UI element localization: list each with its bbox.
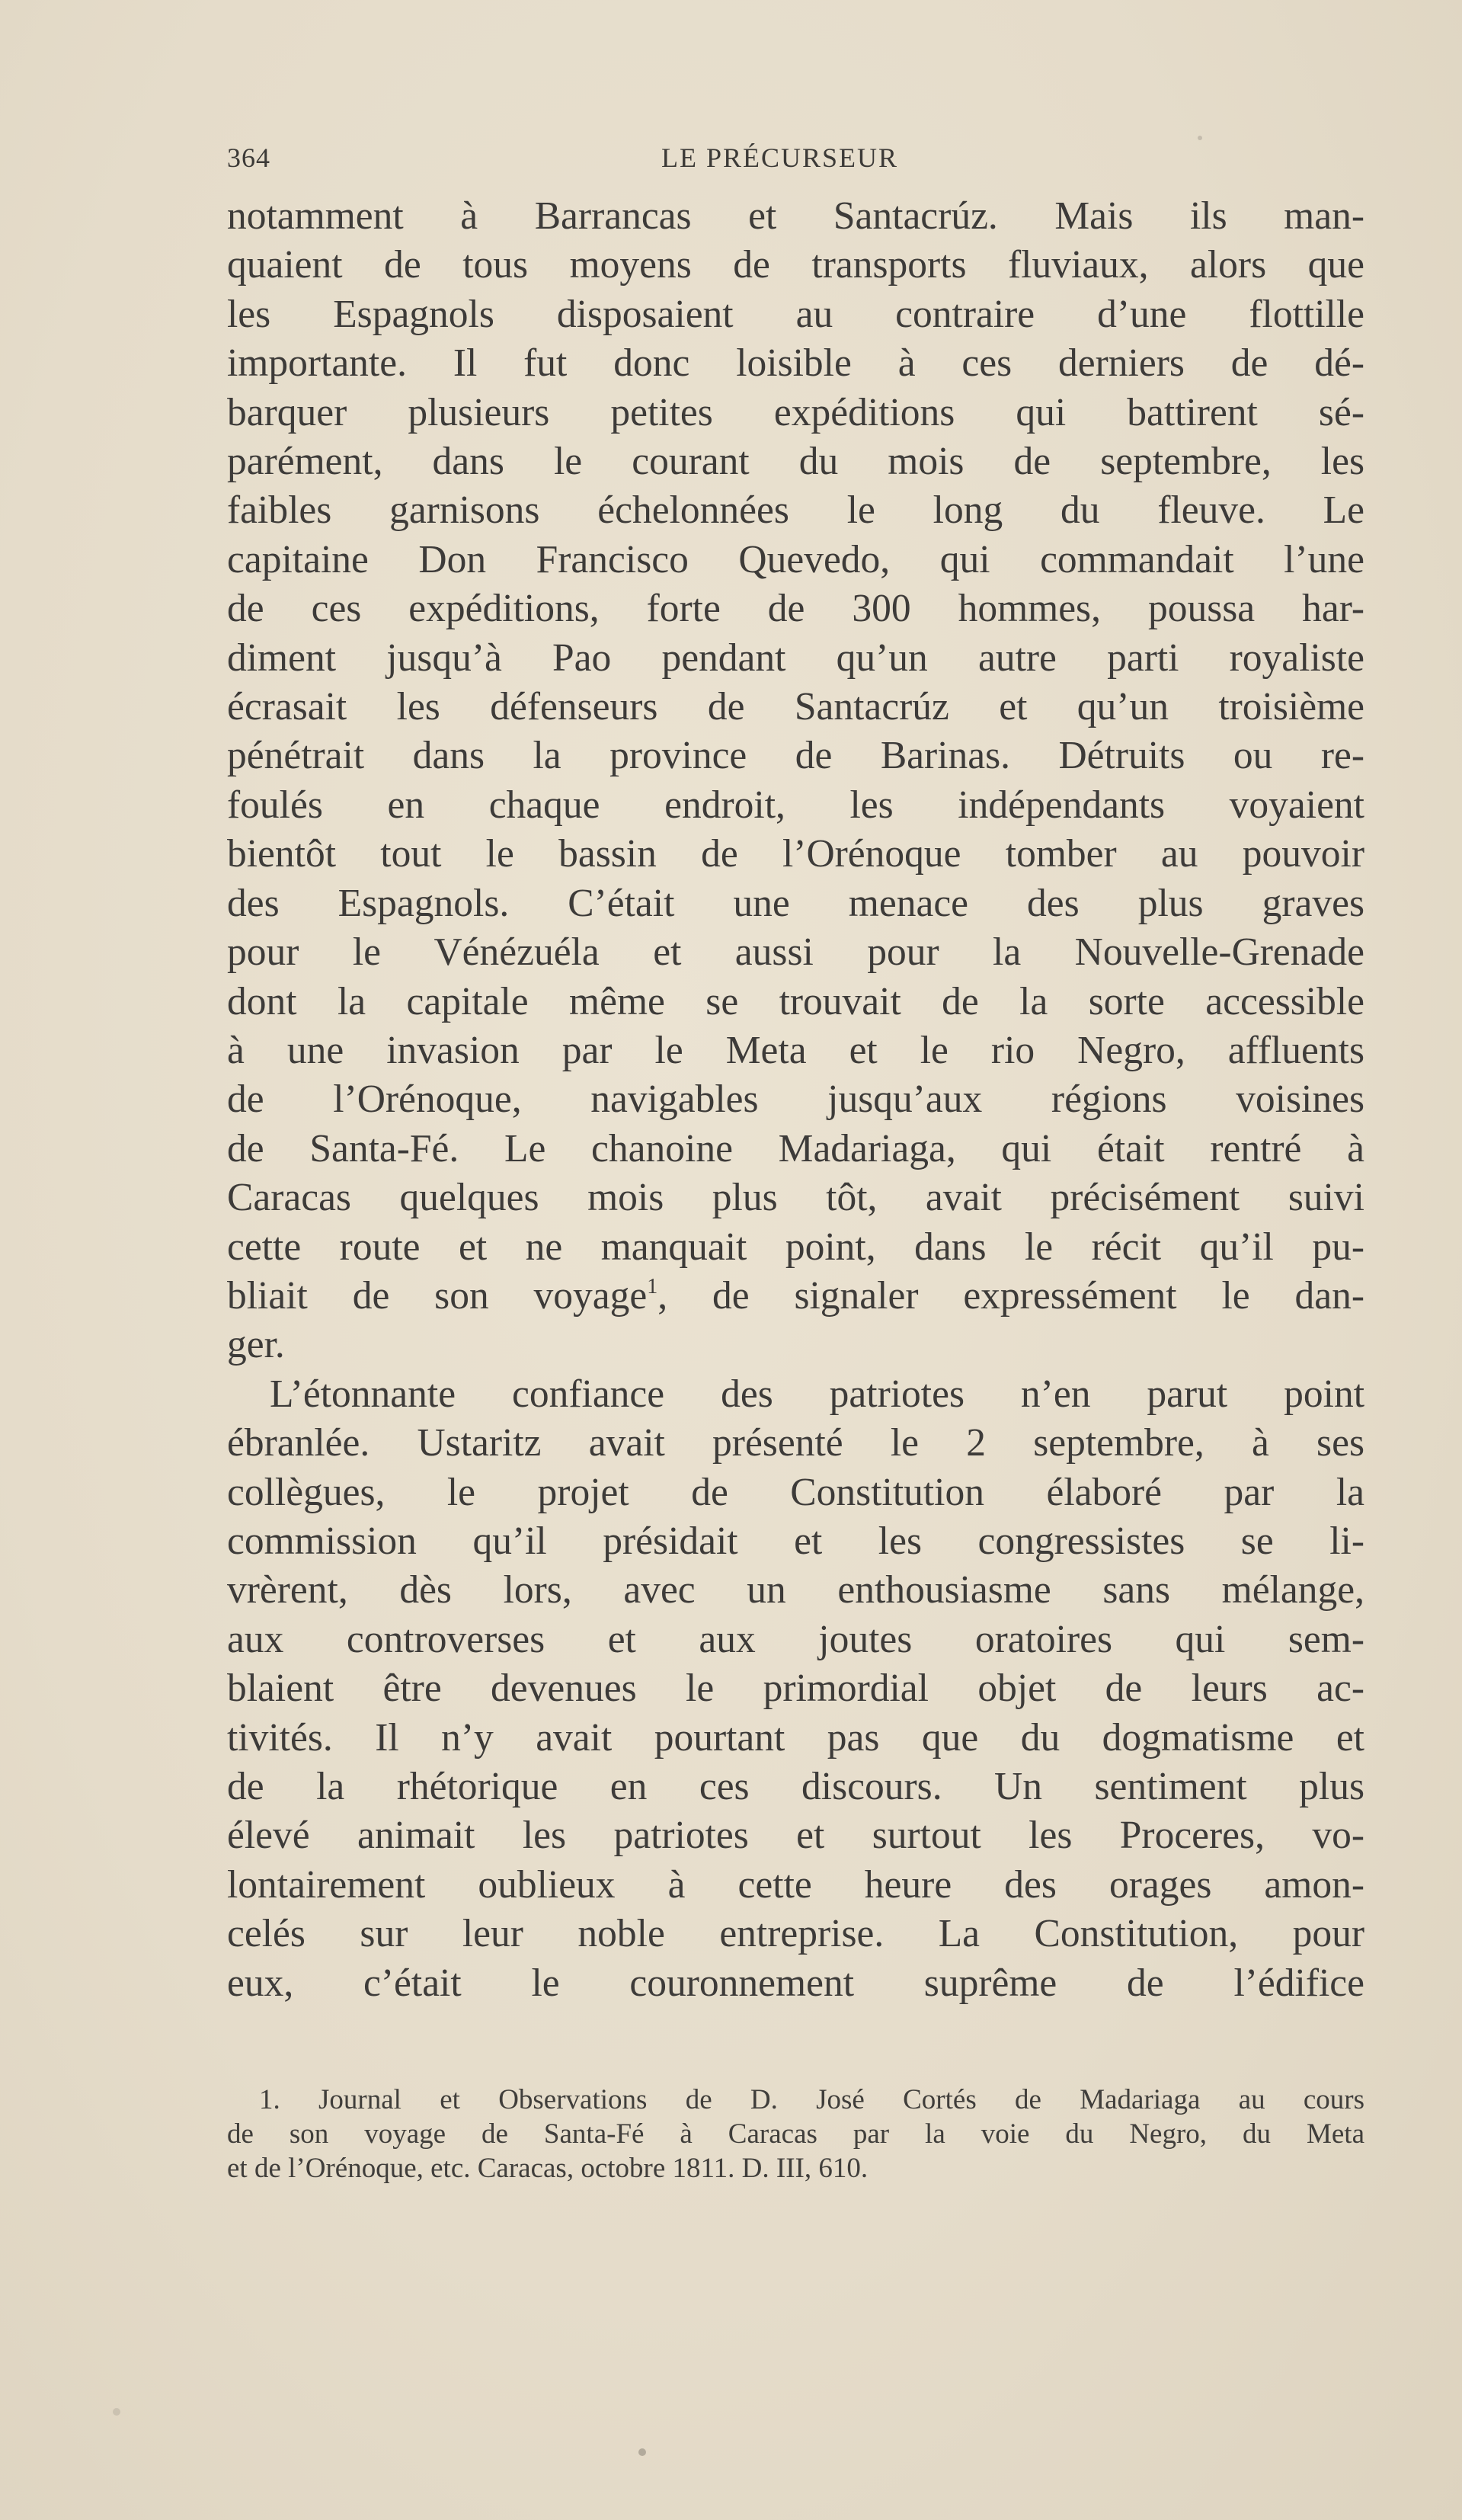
text-line: foulés en chaque endroit, les indépendants voyaient bbox=[227, 783, 1364, 827]
text-line: les Espagnols disposaient au contraire d’une flottille bbox=[227, 292, 1364, 336]
page-number: 364 bbox=[227, 142, 270, 173]
text-line: pour le Vénézuéla et aussi pour la Nouvelle-Grenade bbox=[227, 930, 1364, 975]
footnotes bbox=[227, 2083, 1364, 2185]
text-line: tivités. Il n’y avait pourtant pas que du dogmatisme et bbox=[227, 1715, 1364, 1760]
text-line-with-footnote bbox=[227, 1272, 1364, 1321]
footnote-line: 1. Journal et Observations de D. José Cortés de Madariaga au cours bbox=[259, 2084, 1364, 2115]
text-line: vrèrent, dès lors, avec un enthousiasme sans mélange, bbox=[227, 1568, 1364, 1612]
text-line: ger. bbox=[227, 1323, 285, 1367]
text-line: barquer plusieurs petites expéditions qui battirent sé- bbox=[227, 390, 1364, 434]
footnote-1 bbox=[227, 2083, 1364, 2185]
text-line: L’étonnante confiance des patriotes n’en parut point bbox=[270, 1372, 1364, 1416]
text-line: blaient être devenues le primordial objet de leurs ac- bbox=[227, 1667, 1364, 1711]
paper-speck bbox=[1198, 136, 1202, 140]
text-line: diment jusqu’à Pao pendant qu’un autre parti royaliste bbox=[227, 636, 1364, 680]
text-fragment: , de signaler expressément le dan- bbox=[657, 1273, 1364, 1318]
text-line: ébranlée. Ustaritz avait présenté le 2 septembre, à ses bbox=[227, 1421, 1364, 1465]
text-line: à une invasion par le Meta et le rio Negro, affluents bbox=[227, 1028, 1364, 1072]
paper-speck bbox=[113, 2408, 120, 2416]
footnote-line: de son voyage de Santa-Fé à Caracas par la voie du Negro, du Meta bbox=[227, 2118, 1364, 2150]
text-line: parément, dans le courant du mois de septembre, les bbox=[227, 440, 1364, 484]
text-line: notamment à Barrancas et Santacrúz. Mais ils man- bbox=[227, 194, 1364, 238]
text-line: importante. Il fut donc loisible à ces derniers de dé- bbox=[227, 341, 1364, 386]
text-line: quaient de tous moyens de transports fluviaux, alors que bbox=[227, 243, 1364, 287]
text-line: celés sur leur noble entreprise. La Constitution, pour bbox=[227, 1912, 1364, 1956]
text-line: de l’Orénoque, navigables jusqu’aux régions voisines bbox=[227, 1077, 1364, 1122]
text-line: commission qu’il présidait et les congressistes se li- bbox=[227, 1519, 1364, 1563]
text-line: pénétrait dans la province de Barinas. Détruits ou re- bbox=[227, 734, 1364, 778]
text-line: eux, c’était le couronnement suprême de l’édifice bbox=[227, 1961, 1364, 2005]
body-text bbox=[227, 192, 1364, 2008]
text-line: élevé animait les patriotes et surtout les Proceres, vo- bbox=[227, 1814, 1364, 1858]
text-fragment: bliait de son voyage bbox=[227, 1273, 648, 1318]
text-line: faibles garnisons échelonnées le long du fleuve. Le bbox=[227, 488, 1364, 533]
text-line: Caracas quelques mois plus tôt, avait précisément suivi bbox=[227, 1176, 1364, 1220]
text-line: collègues, le projet de Constitution élaboré par la bbox=[227, 1470, 1364, 1514]
page-header bbox=[227, 142, 1364, 180]
text-line: lontairement oublieux à cette heure des orages amon- bbox=[227, 1862, 1364, 1907]
text-line: de Santa-Fé. Le chanoine Madariaga, qui était rentré à bbox=[227, 1126, 1364, 1170]
text-line: capitaine Don Francisco Quevedo, qui commandait l’une bbox=[227, 537, 1364, 581]
text-line: cette route et ne manquait point, dans le récit qu’il pu- bbox=[227, 1225, 1364, 1269]
running-title: LE PRÉCURSEUR bbox=[661, 142, 899, 173]
text-line: de ces expéditions, forte de 300 hommes, poussa har- bbox=[227, 587, 1364, 631]
footnote-line: et de l’Orénoque, etc. Caracas, octobre 1811. D. III, 610. bbox=[227, 2153, 869, 2184]
paragraph-1 bbox=[227, 192, 1364, 1370]
footnote-marker: 1 bbox=[647, 1274, 658, 1298]
paragraph-2 bbox=[227, 1370, 1364, 2008]
text-line: des Espagnols. C’était une menace des plus graves bbox=[227, 881, 1364, 925]
text-line: bientôt tout le bassin de l’Orénoque tomber au pouvoir bbox=[227, 832, 1364, 876]
text-line: écrasait les défenseurs de Santacrúz et qu’un troisième bbox=[227, 685, 1364, 729]
text-line: aux controverses et aux joutes oratoires qui sem- bbox=[227, 1617, 1364, 1661]
text-line: de la rhétorique en ces discours. Un sentiment plus bbox=[227, 1765, 1364, 1808]
paper-speck bbox=[638, 2448, 646, 2456]
text-line: dont la capitale même se trouvait de la sorte accessible bbox=[227, 979, 1364, 1023]
